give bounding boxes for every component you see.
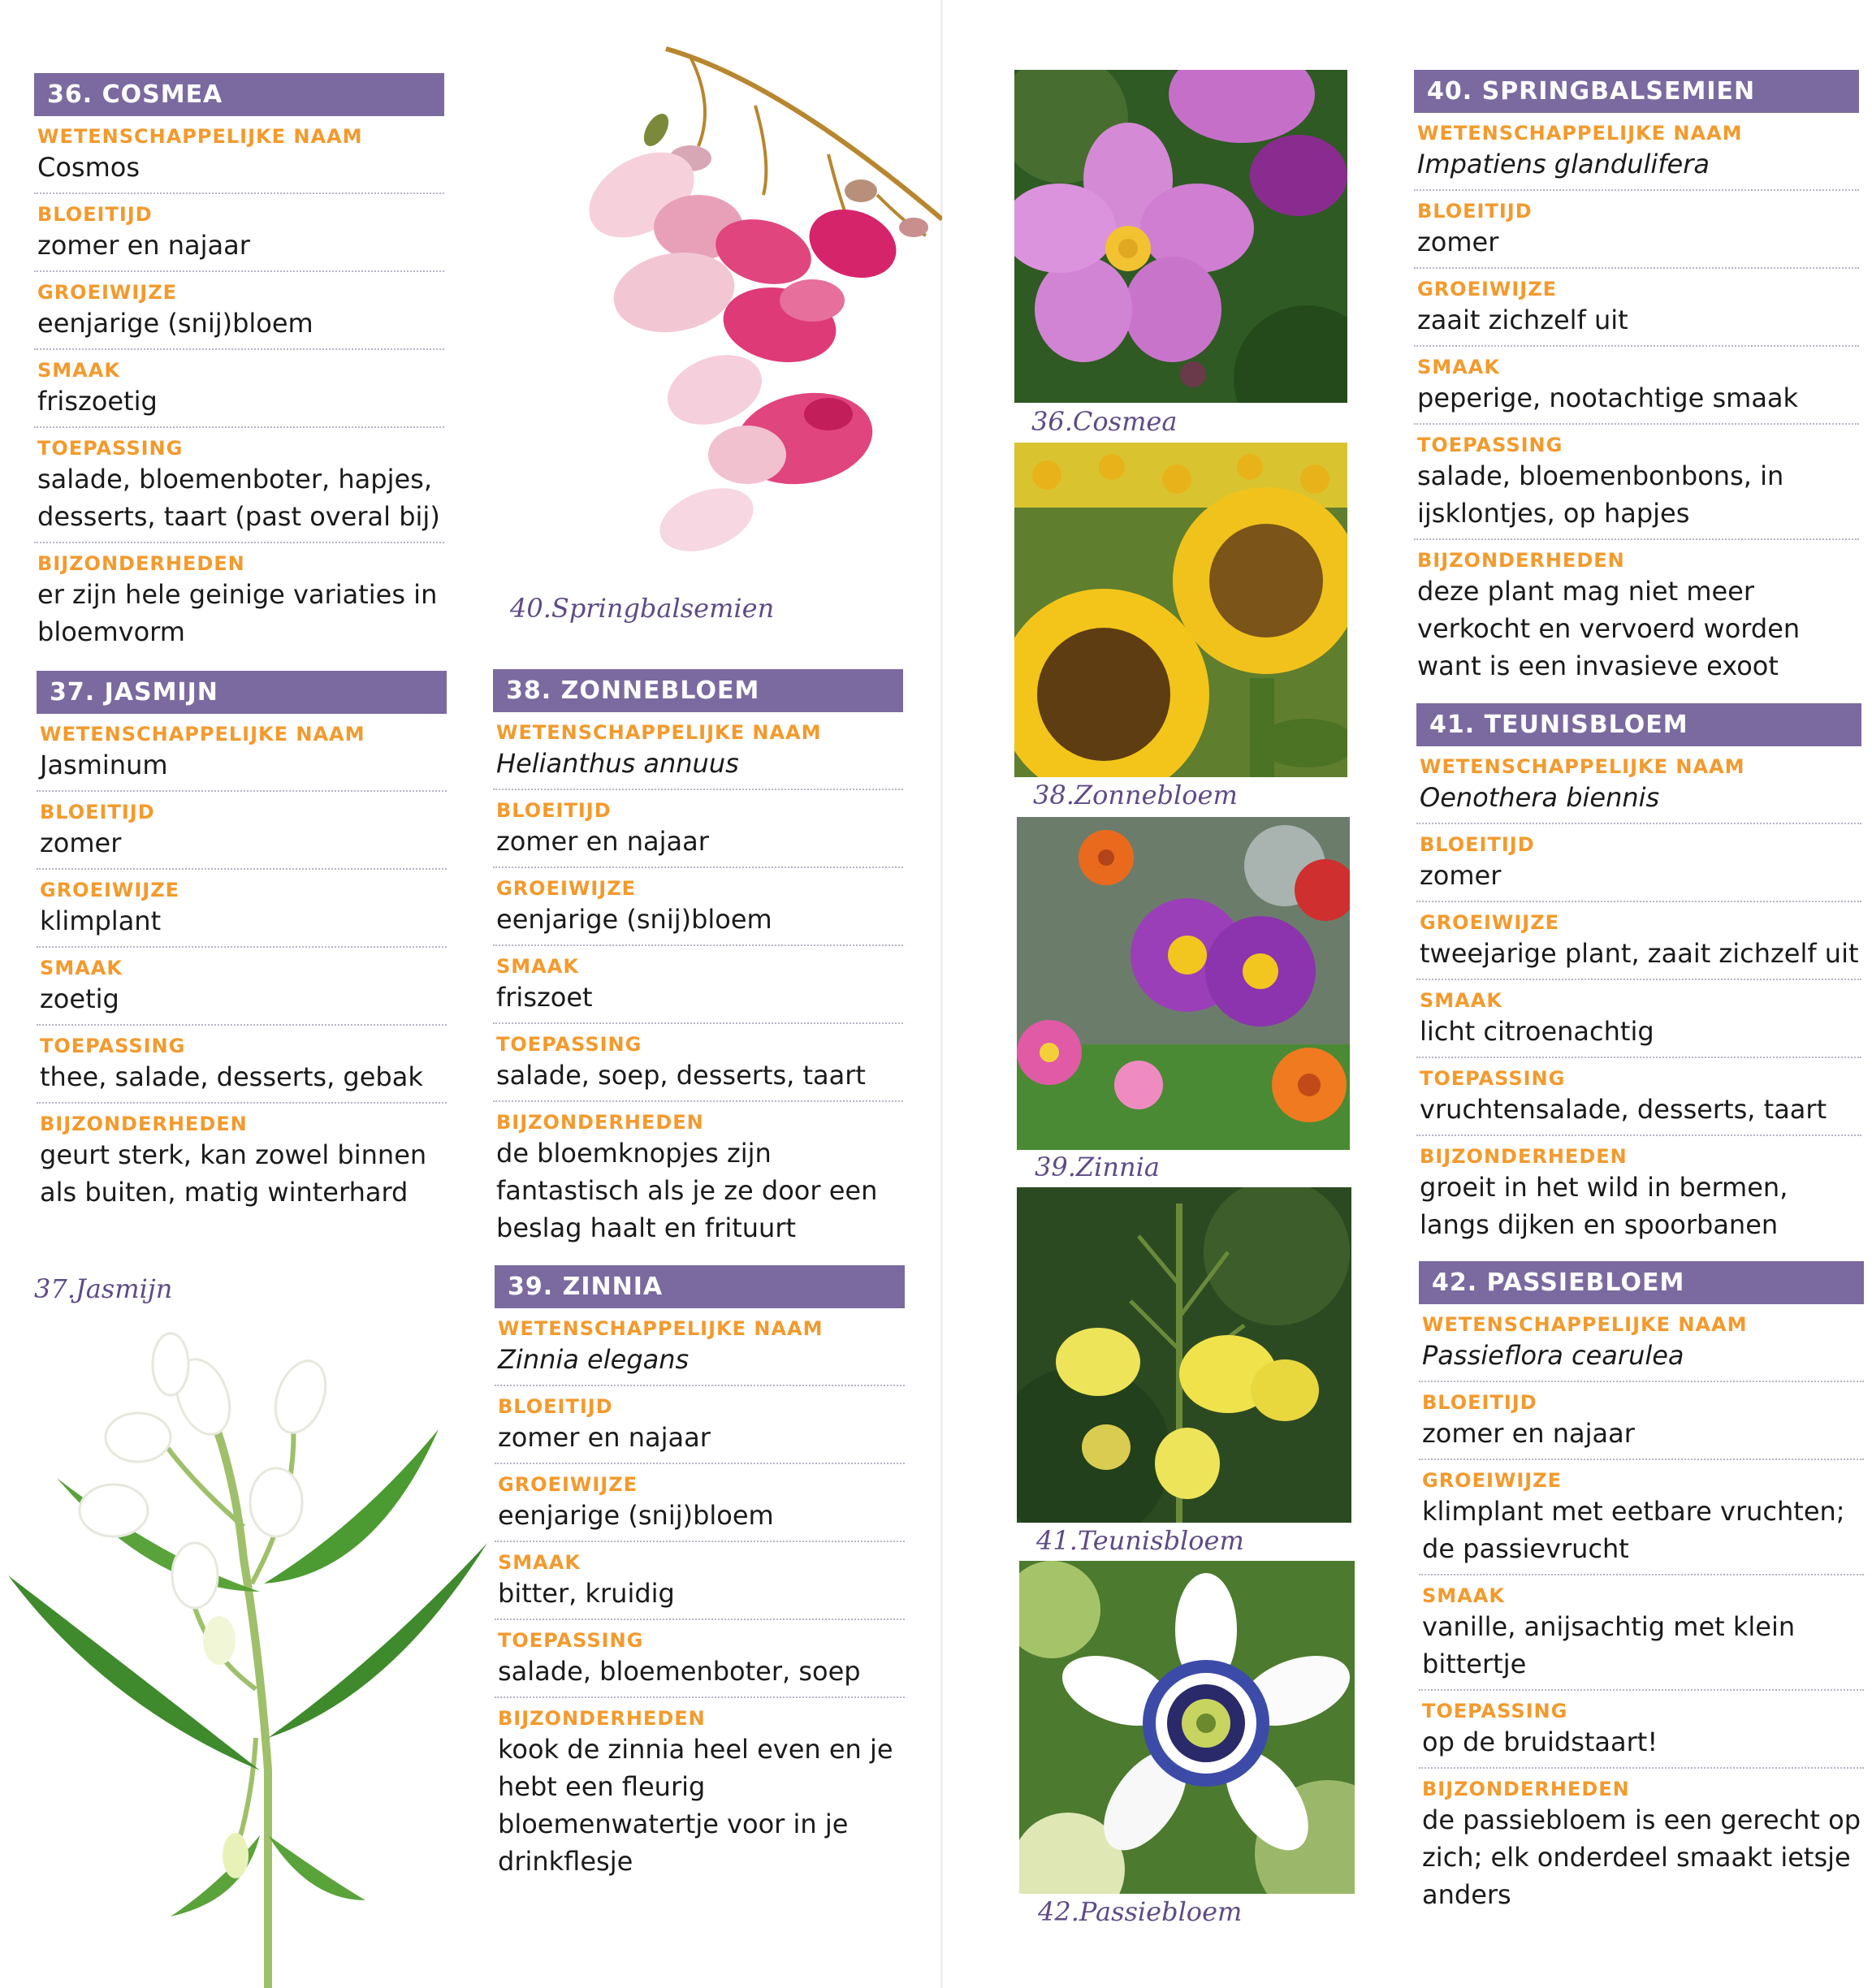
field-application [1416,1058,1861,1136]
field-value: de bloemknopjes zijn fantastisch als je ze door een beslag haalt en frituurt [496,1138,878,1243]
field-label: GROEIWIJZE [1422,1469,1563,1492]
caption-zinnia: 39.Zinnia [1035,1152,1160,1182]
field-label: SMAAK [1422,1584,1505,1607]
field-value: Jasminum [40,750,168,780]
field-label: WETENSCHAPPELIJKE NAAM [498,1317,824,1340]
field-scientific-name [37,714,447,792]
field-taste [495,1542,905,1620]
field-value: salade, bloemenbonbons, in ijsklontjes, op hapjes [1417,460,1784,529]
springbalsemien-illustration [569,32,942,593]
field-taste [493,946,903,1024]
field-label: GROEIWIJZE [496,877,637,900]
field-value: vanille, anijsachtig met klein bittertje [1422,1611,1796,1679]
card-jasmijn [37,671,447,1217]
field-label: GROEIWIJZE [37,281,178,304]
field-value: zoetig [40,983,119,1014]
field-label: SMAAK [498,1551,581,1574]
field-value: zomer [1417,227,1499,257]
card-springbalsemien [1414,70,1859,691]
zonnebloem-photo [1014,443,1347,777]
field-value: de passiebloem is een gerecht op zich; elk onderdeel smaakt ietsje anders [1422,1804,1861,1910]
field-value: Passieflora cearulea [1422,1340,1684,1371]
field-label: WETENSCHAPPELIJKE NAAM [496,721,822,744]
field-label: BIJZONDERHEDEN [1420,1145,1628,1168]
field-taste [37,948,447,1026]
field-value: eenjarige (snij)bloem [37,308,313,339]
field-label: BIJZONDERHEDEN [1422,1778,1630,1800]
field-scientific-name [1416,746,1861,824]
field-bloom-time [495,1386,905,1464]
field-value: deze plant mag niet meer verkocht en vervoerd worden want is een invasieve exoot [1417,576,1801,681]
card-title: 36. COSMEA [34,73,444,116]
field-value: groeit in het wild in bermen, langs dijken en spoorbanen [1420,1172,1788,1240]
field-growth-habit [37,870,447,948]
field-particulars [1414,540,1859,691]
field-particulars [37,1104,447,1217]
field-application [1419,1691,1864,1769]
field-value: Cosmos [37,152,141,183]
card-title: 41. TEUNISBLOEM [1416,703,1861,746]
field-taste [1419,1575,1864,1691]
caption-springbalsemien: 40.Springbalsemien [510,593,775,624]
card-title: 38. ZONNEBLOEM [493,669,903,712]
field-label: WETENSCHAPPELIJKE NAAM [37,125,363,148]
field-label: BLOEITIJD [498,1395,613,1418]
card-passiebloem [1419,1261,1864,1920]
card-cosmea [34,73,444,657]
field-label: TOEPASSING [1417,434,1563,456]
field-value: licht citroenachtig [1420,1016,1654,1047]
field-label: GROEIWIJZE [1420,911,1560,934]
field-label: WETENSCHAPPELIJKE NAAM [40,723,365,746]
field-value: zomer en najaar [496,826,709,857]
field-value: zomer en najaar [498,1422,711,1453]
field-scientific-name [34,116,444,194]
card-title: 37. JASMIJN [37,671,447,714]
field-value: Helianthus annuus [496,748,739,779]
field-growth-habit [1419,1460,1864,1575]
field-label: SMAAK [1417,356,1500,378]
field-application [493,1024,903,1102]
field-value: salade, bloemenboter, hapjes, desserts, taart (past overal bij) [37,464,440,532]
field-value: eenjarige (snij)bloem [496,904,772,935]
cosmea-photo [1014,70,1347,403]
caption-teunisbloem: 41.Teunisbloem [1036,1525,1244,1556]
caption-zonnebloem: 38.Zonnebloem [1033,780,1238,810]
passiebloem-photo [1019,1561,1355,1894]
field-label: BLOEITIJD [37,203,153,226]
field-application [37,1026,447,1104]
card-title: 42. PASSIEBLOEM [1419,1261,1864,1304]
field-particulars [1419,1769,1864,1920]
field-particulars [1416,1136,1861,1250]
field-bloom-time [1416,824,1861,902]
field-bloom-time [1414,191,1859,269]
field-label: BLOEITIJD [1422,1391,1537,1414]
field-value: peperige, nootachtige smaak [1417,382,1799,413]
card-title: 39. ZINNIA [495,1265,905,1308]
field-taste [34,350,444,428]
field-scientific-name [495,1308,905,1386]
card-zonnebloem [493,669,903,1253]
field-value: op de bruidstaart! [1422,1727,1658,1757]
caption-passiebloem: 42.Passiebloem [1038,1896,1243,1927]
field-value: er zijn hele geinige variaties in bloemvorm [37,579,438,647]
field-growth-habit [495,1464,905,1542]
field-bloom-time [37,792,447,870]
field-label: SMAAK [496,955,579,978]
field-label: BLOEITIJD [496,799,612,822]
field-value: Impatiens glandulifera [1417,149,1710,179]
field-label: WETENSCHAPPELIJKE NAAM [1420,755,1745,778]
field-label: BIJZONDERHEDEN [498,1707,706,1730]
field-value: friszoet [496,982,593,1013]
zinnia-photo [1017,817,1350,1150]
field-value: salade, bloemenboter, soep [498,1656,861,1687]
field-scientific-name [493,712,903,790]
field-label: BIJZONDERHEDEN [1417,549,1625,572]
field-particulars [34,543,444,657]
field-scientific-name [1419,1304,1864,1382]
field-value: zomer [1420,860,1502,891]
card-zinnia [495,1265,905,1886]
field-label: BIJZONDERHEDEN [496,1111,704,1134]
field-value: zomer [40,828,122,858]
field-particulars [493,1102,903,1253]
field-label: TOEPASSING [1422,1700,1568,1722]
field-value: Oenothera biennis [1420,782,1660,813]
field-scientific-name [1414,113,1859,191]
field-label: SMAAK [1420,989,1502,1012]
field-label: GROEIWIJZE [1417,278,1558,300]
field-value: zaait zichzelf uit [1417,305,1628,335]
field-label: BLOEITIJD [1420,833,1535,856]
field-growth-habit [1414,269,1859,347]
field-label: BLOEITIJD [40,801,155,823]
caption-jasmijn: 37.Jasmijn [34,1273,173,1304]
field-value: klimplant met eetbare vruchten; de passievrucht [1422,1496,1845,1564]
field-label: WETENSCHAPPELIJKE NAAM [1422,1313,1748,1336]
field-label: GROEIWIJZE [40,879,180,901]
field-value: geurt sterk, kan zowel binnen als buiten, matig winterhard [40,1139,427,1208]
field-growth-habit [34,272,444,350]
field-bloom-time [493,790,903,868]
field-label: WETENSCHAPPELIJKE NAAM [1417,122,1743,145]
field-particulars [495,1698,905,1886]
field-value: salade, soep, desserts, taart [496,1060,866,1091]
jasmijn-illustration [8,1316,487,1988]
card-teunisbloem [1416,703,1861,1250]
field-bloom-time [1419,1382,1864,1460]
field-label: TOEPASSING [498,1629,644,1652]
field-label: SMAAK [40,957,123,979]
field-label: SMAAK [37,359,120,382]
field-label: GROEIWIJZE [498,1473,638,1496]
field-bloom-time [34,194,444,272]
caption-cosmea: 36.Cosmea [1031,406,1178,437]
field-label: TOEPASSING [1420,1067,1566,1090]
field-taste [1416,980,1861,1058]
field-value: thee, salade, desserts, gebak [40,1061,423,1092]
teunisbloem-photo [1017,1187,1351,1523]
field-label: BIJZONDERHEDEN [37,552,245,575]
field-application [1414,425,1859,540]
card-title: 40. SPRINGBALSEMIEN [1414,70,1859,113]
field-application [495,1620,905,1698]
field-value: kook de zinnia heel even en je hebt een fleurig bloemenwatertje voor in je drinkflesje [498,1734,893,1877]
field-label: TOEPASSING [496,1033,642,1056]
field-label: BLOEITIJD [1417,200,1533,223]
field-taste [1414,347,1859,425]
field-value: klimplant [40,905,162,936]
field-value: friszoetig [37,386,158,417]
field-value: Zinnia elegans [498,1344,690,1375]
field-value: tweejarige plant, zaait zichzelf uit [1420,938,1859,969]
field-label: TOEPASSING [40,1035,186,1057]
field-label: BIJZONDERHEDEN [40,1113,248,1135]
field-value: bitter, kruidig [498,1578,675,1609]
field-label: TOEPASSING [37,437,184,460]
field-growth-habit [493,868,903,946]
field-value: eenjarige (snij)bloem [498,1500,774,1531]
field-value: zomer en najaar [1422,1418,1635,1449]
field-value: vruchtensalade, desserts, taart [1420,1094,1827,1125]
field-growth-habit [1416,902,1861,980]
field-application [34,428,444,543]
field-value: zomer en najaar [37,230,250,261]
